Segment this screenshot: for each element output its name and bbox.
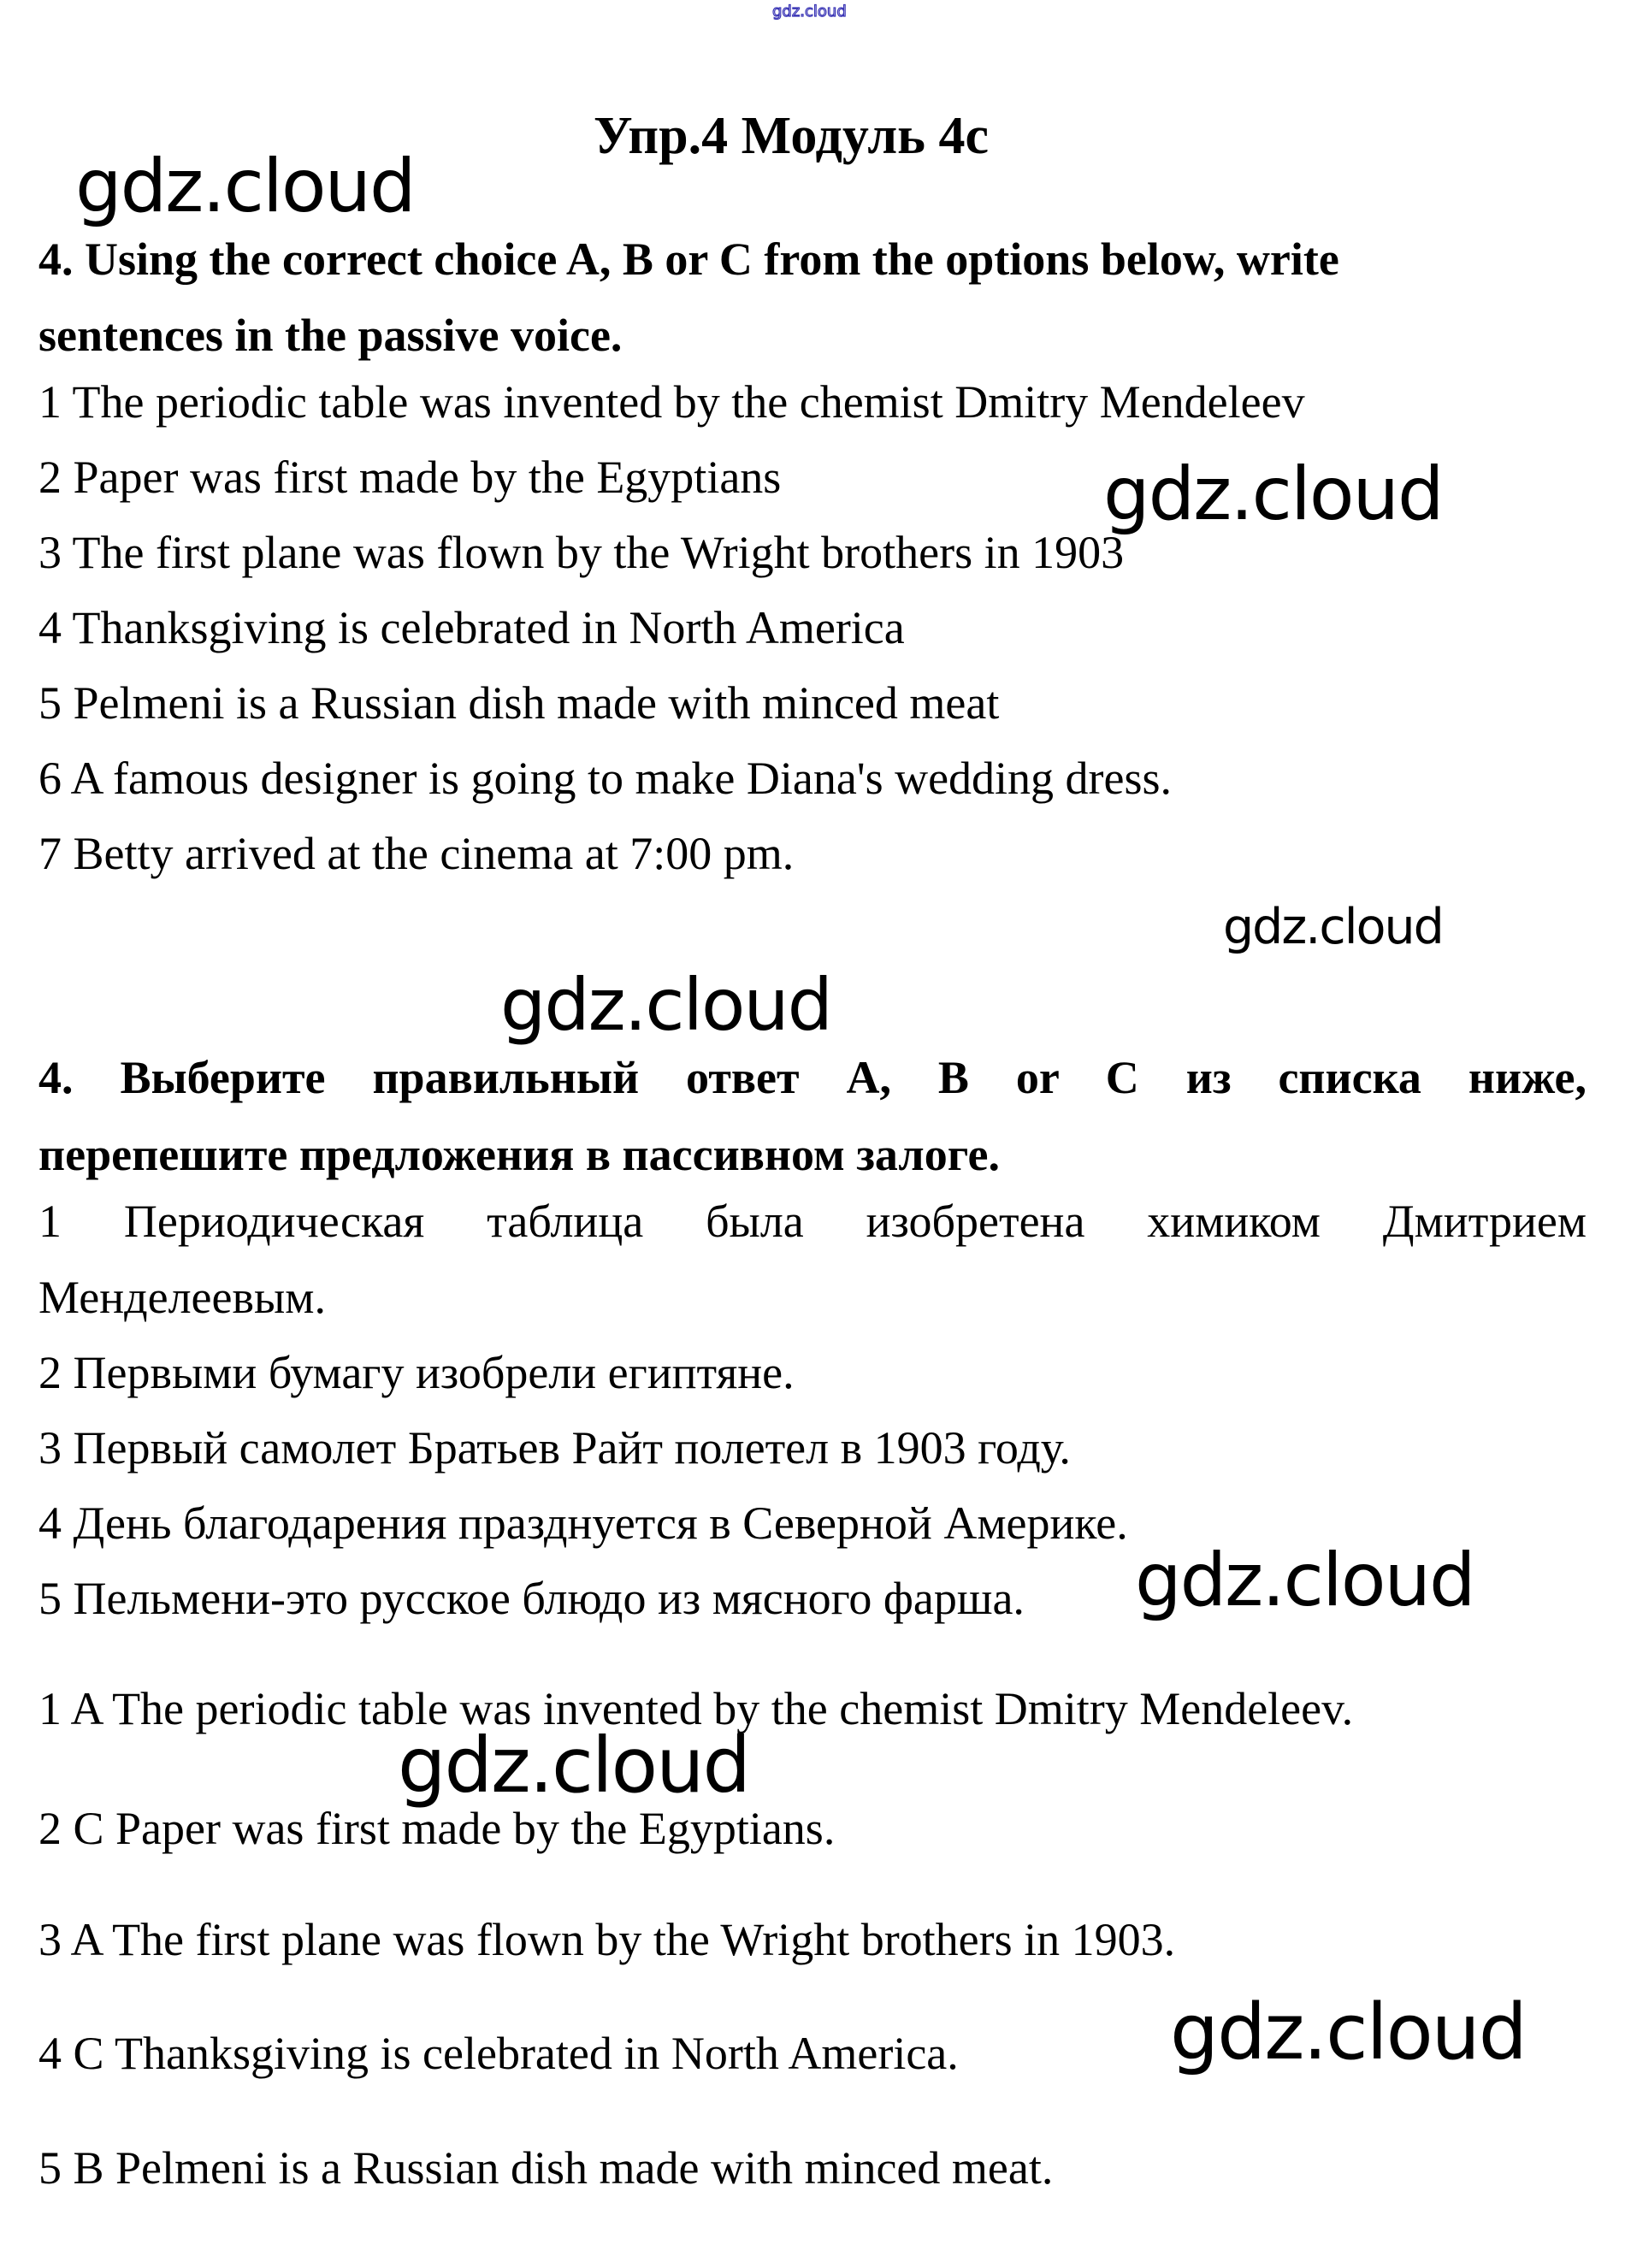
gdz-watermark-right-small: gdz.cloud	[1223, 899, 1443, 955]
gdz-watermark-right-2: gdz.cloud	[1135, 1538, 1474, 1623]
task-en-item-5: 5 Pelmeni is a Russian dish made with minced meat	[38, 677, 1000, 729]
task-en-item-2: 2 Paper was first made by the Egyptians	[38, 452, 782, 503]
task-ru-item-5: 5 Пельмени-это русское блюдо из мясного фарша.	[38, 1573, 1025, 1624]
task-ru-item-2: 2 Первыми бумагу изобрели египтяне.	[38, 1347, 795, 1398]
exercise-title: Упр.4 Модуль 4c	[594, 107, 989, 165]
gdz-watermark-header-left: gdz.cloud	[75, 144, 415, 229]
task-ru-heading-line-2: перепешите предложения в пассивном залоге.	[38, 1129, 1000, 1180]
task-ru-item-1-line-1: 1 Периодическая таблица была изобретена химиком Дмитрием	[38, 1196, 1587, 1247]
answer-item-2: 2 C Paper was first made by the Egyptians.	[38, 1803, 836, 1854]
task-en-item-7: 7 Betty arrived at the cinema at 7:00 pm.	[38, 828, 795, 879]
task-en-item-1: 1 The periodic table was invented by the chemist Dmitry Mendeleev	[38, 376, 1305, 428]
gdz-watermark-top: gdz.cloud	[772, 3, 847, 21]
task-en-heading-line-2: sentences in the passive voice.	[38, 310, 623, 361]
gdz-watermark-answers-left: gdz.cloud	[398, 1721, 750, 1810]
gdz-watermark-right-3: gdz.cloud	[1170, 1987, 1526, 2077]
gdz-watermark-right-1: gdz.cloud	[1103, 452, 1443, 537]
answer-item-1: 1 A The periodic table was invented by the chemist Dmitry Mendeleev.	[38, 1683, 1354, 1734]
task-ru-heading-line-1: 4. Выберите правильный ответ А, В or С из списка ниже,	[38, 1052, 1587, 1103]
answer-item-3: 3 A The first plane was flown by the Wright brothers in 1903.	[38, 1914, 1176, 1965]
task-en-heading-line-1: 4. Using the correct choice A, B or C from the options below, write	[38, 233, 1339, 285]
gdz-watermark-center: gdz.cloud	[500, 963, 831, 1047]
answer-item-5: 5 B Pelmeni is a Russian dish made with minced meat.	[38, 2142, 1054, 2194]
task-ru-item-3: 3 Первый самолет Братьев Райт полетел в 1903 году.	[38, 1422, 1071, 1474]
task-ru-item-1-line-2: Менделеевым.	[38, 1272, 326, 1323]
answer-item-4: 4 C Thanksgiving is celebrated in North America.	[38, 2028, 959, 2079]
task-en-item-4: 4 Thanksgiving is celebrated in North America	[38, 602, 905, 653]
task-ru-item-4: 4 День благодарения празднуется в Северной Америке.	[38, 1497, 1128, 1549]
task-en-item-3: 3 The first plane was flown by the Wright brothers in 1903	[38, 527, 1125, 578]
task-en-item-6: 6 A famous designer is going to make Diana's wedding dress.	[38, 753, 1173, 804]
